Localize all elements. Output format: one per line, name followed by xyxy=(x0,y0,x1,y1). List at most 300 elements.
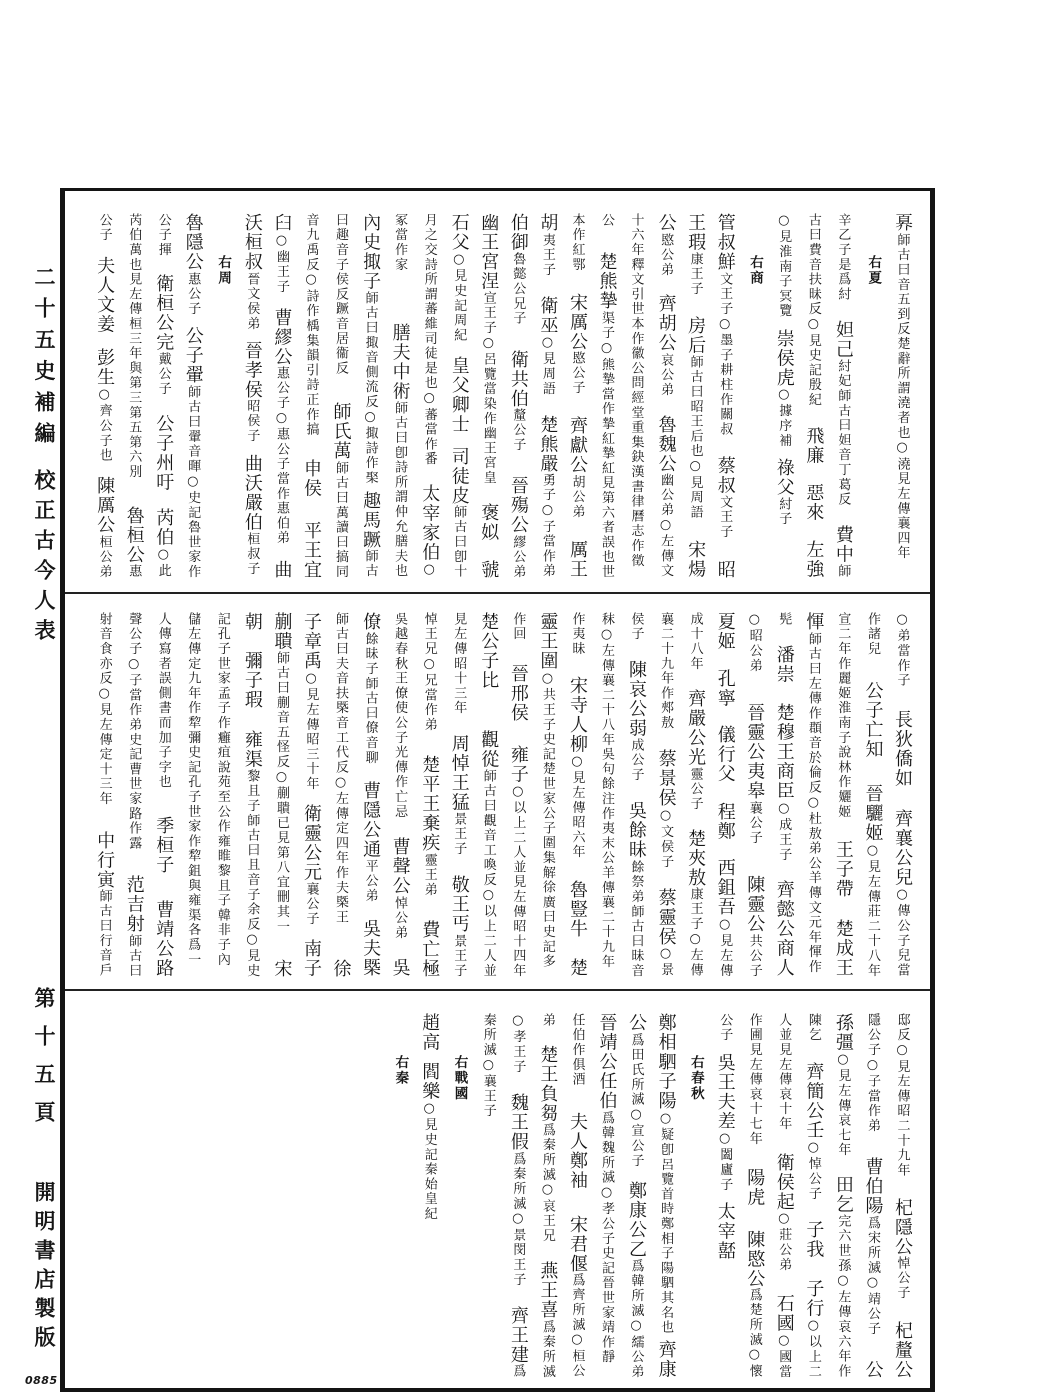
person-name: 吳 xyxy=(389,958,411,978)
annotation: 桓公弟 xyxy=(96,534,112,579)
annotation: 文王子 xyxy=(717,495,733,540)
annotation: ○景 xyxy=(658,946,674,978)
table-column xyxy=(207,612,237,977)
person-entry xyxy=(450,734,468,856)
person-name: 昭 xyxy=(714,559,736,579)
person-entry xyxy=(452,612,465,716)
person-name: 吳王夫差 xyxy=(714,1052,736,1131)
person-name: 齊襄公兒 xyxy=(892,809,913,888)
table-column xyxy=(857,1013,887,1379)
annotation: 師古曰萬讀曰搞同 xyxy=(333,460,349,579)
annotation: ○見左傳 xyxy=(717,916,733,978)
person-name: 褒姒 xyxy=(478,502,500,542)
table-column xyxy=(532,612,562,979)
table-column xyxy=(651,1013,681,1379)
person-entry xyxy=(685,540,707,579)
table-column xyxy=(621,1013,651,1379)
table-column xyxy=(887,1013,917,1379)
person-entry xyxy=(127,612,140,851)
person-name: 陳靈公 xyxy=(744,875,766,934)
person-entry xyxy=(393,612,406,819)
table-column xyxy=(769,1013,799,1379)
table-column xyxy=(296,213,326,579)
annotation: ○見史記周紀 xyxy=(451,252,467,343)
annotation: 晉文侯弟 xyxy=(244,271,260,331)
person-entry xyxy=(334,213,347,376)
person-name: 胡 xyxy=(537,213,559,233)
person-entry xyxy=(423,612,436,732)
person-entry xyxy=(748,1013,761,1146)
person-entry xyxy=(332,402,350,579)
person-entry xyxy=(478,729,500,978)
annotation: 師古曰卽十 xyxy=(451,505,467,579)
person-name: 祿父 xyxy=(773,458,795,498)
table-column xyxy=(769,213,799,537)
person-name: 楚 xyxy=(566,958,588,978)
person-entry xyxy=(775,1294,793,1379)
person-entry xyxy=(423,213,436,467)
annotation: 秣○左傳襄二十八年吳句餘注作夷末公羊傳襄二十九年 xyxy=(599,612,614,970)
person-entry xyxy=(834,919,852,978)
person-entry xyxy=(186,612,199,967)
person-entry xyxy=(803,612,825,974)
annotation: 辛乙子是爲紂 xyxy=(835,213,851,302)
person-entry xyxy=(450,875,468,978)
person-entry xyxy=(657,213,675,277)
annotation: 爲秦所滅○哀王兄 xyxy=(539,1123,555,1244)
person-name: 蔡景侯 xyxy=(655,749,677,808)
person-entry xyxy=(657,1013,675,1335)
person-name: 曹聲公 xyxy=(389,837,411,896)
person-name: 杞隱公 xyxy=(892,1197,913,1257)
person-entry xyxy=(689,612,702,671)
person-name: 朝 xyxy=(241,612,263,632)
annotation: 成公子 xyxy=(628,738,644,783)
annotation: 渠子○熊摯當作摯紅摯紅見第六者誤也世 xyxy=(599,310,614,579)
person-entry xyxy=(685,828,707,978)
person-entry xyxy=(568,293,586,396)
person-entry xyxy=(450,356,468,434)
person-name: 敬王丐 xyxy=(448,875,470,934)
annotation: 愍公弟 xyxy=(658,232,674,277)
person-entry xyxy=(271,559,293,580)
person-name: 惲 xyxy=(803,612,825,632)
table-column xyxy=(414,1013,444,1231)
person-name: 齊胡公 xyxy=(655,294,677,353)
person-entry xyxy=(834,1013,852,1158)
annotation: 月之交詩所謂蕃維司徒是也○蕃當作番 xyxy=(421,213,437,467)
annotation: ○成王子 xyxy=(776,800,792,862)
person-name: 陳愍公 xyxy=(744,1229,766,1289)
person-name: 宋 xyxy=(271,958,293,978)
person-name: 房后 xyxy=(685,316,707,356)
table-column xyxy=(828,1013,858,1379)
annotation: 師 xyxy=(835,564,851,579)
table-column xyxy=(385,612,415,978)
person-name: 芮伯 xyxy=(153,508,175,548)
annotation: 髡 xyxy=(776,612,792,627)
person-entry xyxy=(509,745,527,978)
person-entry xyxy=(685,316,707,521)
table-column xyxy=(148,213,178,579)
annotation: 人並見左傳哀十年 xyxy=(776,1013,792,1132)
person-name: 宋煬 xyxy=(685,540,707,579)
person-entry xyxy=(716,612,734,651)
person-entry xyxy=(685,688,707,812)
person-entry xyxy=(478,502,500,542)
annotation: 吳越春秋王僚使公子光傳作亡忌 xyxy=(392,612,408,820)
table-column xyxy=(798,612,828,984)
person-entry xyxy=(450,447,468,580)
person-entry xyxy=(271,213,293,294)
section-heading: 右秦 xyxy=(392,1055,409,1086)
table-column xyxy=(562,213,592,579)
person-entry xyxy=(803,539,825,579)
person-entry xyxy=(125,506,143,579)
annotation: 景王子 xyxy=(451,933,467,978)
person-name: 趣馬蹶 xyxy=(360,490,382,550)
person-entry xyxy=(896,1013,909,1178)
person-entry xyxy=(360,612,382,765)
person-entry xyxy=(360,490,382,579)
person-entry xyxy=(803,1278,825,1379)
person-name: 申侯 xyxy=(301,459,322,499)
person-entry xyxy=(626,660,648,783)
person-entry xyxy=(777,1013,790,1131)
annotation: ○文侯子 xyxy=(658,807,674,869)
annotation: 師古曰卽詩所謂仲允膳夫也 xyxy=(392,401,408,579)
person-entry xyxy=(834,1175,852,1379)
person-name: 費亡極 xyxy=(419,919,441,978)
table-title: 校正古今人表 xyxy=(32,469,57,649)
person-name: 趙高 xyxy=(419,1013,441,1052)
annotation: ○闔廬子 xyxy=(717,1130,733,1192)
annotation: 爲宋所滅○靖公子 xyxy=(864,1215,880,1336)
table-column xyxy=(444,612,474,978)
person-entry xyxy=(716,456,734,539)
table-column xyxy=(473,213,503,579)
person-entry xyxy=(509,664,527,723)
annotation: 勇子○子當作弟 xyxy=(539,473,555,579)
section-heading: 右周 xyxy=(215,255,232,286)
annotation: 公子 xyxy=(717,1013,733,1043)
person-entry xyxy=(744,1229,766,1379)
person-entry xyxy=(302,804,320,926)
annotation: 紂子 xyxy=(776,497,792,527)
person-name: 蔡靈侯 xyxy=(655,887,677,947)
person-entry xyxy=(598,1013,616,1364)
tier-divider xyxy=(65,989,930,991)
person-entry xyxy=(777,213,790,319)
annotation: 師古曰翬音暉○史記魯世家作 xyxy=(185,384,201,579)
person-entry xyxy=(511,612,524,642)
person-entry xyxy=(568,1215,586,1379)
person-name: 公 xyxy=(655,213,677,233)
annotation: 秦所滅○襄王子 xyxy=(480,1013,496,1119)
person-name: 齊獻公 xyxy=(566,416,588,475)
table-column xyxy=(592,1013,622,1374)
person-name: 子行 xyxy=(803,1278,825,1318)
person-entry xyxy=(450,213,468,343)
person-name: 太宰家伯 xyxy=(419,484,441,563)
person-entry xyxy=(94,347,116,463)
person-name: 夏姬 xyxy=(714,612,736,651)
person-entry xyxy=(243,730,261,978)
person-entry xyxy=(570,1013,583,1087)
person-entry xyxy=(803,482,825,522)
person-name: 伯御 xyxy=(507,213,529,252)
person-entry xyxy=(509,1093,527,1287)
person-entry xyxy=(153,899,175,978)
table-column xyxy=(769,612,799,978)
annotation: ○以上二 xyxy=(805,1317,821,1379)
person-entry xyxy=(862,1359,884,1380)
person-name: 宋君偃 xyxy=(566,1214,588,1274)
annotation: ○共王子史記楚世家公子圍集解徐廣曰史記多 xyxy=(539,670,555,969)
person-name: 孔寧 xyxy=(714,668,736,708)
book-series-title: 二十五史補編 xyxy=(32,266,57,454)
person-name: 幽王宮涅 xyxy=(478,213,500,291)
person-entry xyxy=(153,274,175,397)
person-name: 衛共伯 xyxy=(507,349,529,409)
person-entry xyxy=(509,213,527,326)
annotation: 餘昧子師古曰僚音聊 xyxy=(362,631,378,765)
annotation: 惠公子○惠公子當作惠伯弟 xyxy=(273,366,289,546)
person-entry xyxy=(803,425,825,465)
person-entry xyxy=(302,521,320,580)
table-column xyxy=(887,213,917,570)
person-entry xyxy=(216,612,229,967)
table-column xyxy=(739,612,769,978)
table-column xyxy=(414,213,444,579)
annotation: ○孝王子 xyxy=(510,1013,526,1075)
person-name: 飛廉 xyxy=(803,425,825,465)
person-name: 曲 xyxy=(271,559,293,579)
person-name: 奡 xyxy=(892,213,913,233)
person-name: 平王宜 xyxy=(301,520,322,579)
person-entry xyxy=(893,1321,911,1380)
person-name: 石父 xyxy=(448,213,470,252)
table-column xyxy=(119,612,149,978)
person-entry xyxy=(657,749,675,869)
person-name: 周悼王猛 xyxy=(448,734,470,813)
person-entry xyxy=(302,459,320,498)
annotation: ○據序補 xyxy=(776,387,792,449)
table-column xyxy=(887,612,917,978)
person-entry xyxy=(243,612,261,632)
annotation: 宣二年作麗姬淮南子說林作孋姬 xyxy=(835,612,851,820)
person-name: 曹伯陽 xyxy=(862,1157,884,1216)
annotation: 爲 xyxy=(510,1364,526,1379)
person-name: 太宰嚭 xyxy=(714,1201,736,1261)
person-name: 魏王假 xyxy=(507,1093,529,1152)
person-name: 蒯聵 xyxy=(271,612,293,651)
annotation: 曰趣音子侯反蹶音居衞反 xyxy=(333,213,349,376)
person-entry xyxy=(716,213,734,436)
person-entry xyxy=(866,1013,879,1133)
person-name: 蔡叔 xyxy=(714,456,736,496)
annotation: ○見左傳昭三十年 xyxy=(303,670,319,791)
table-column xyxy=(385,1013,415,1086)
person-entry xyxy=(657,294,675,397)
table-column xyxy=(237,213,267,586)
person-name: 閻樂 xyxy=(419,1062,441,1101)
person-name: 王子帶 xyxy=(832,840,854,899)
person-name: 楚成王 xyxy=(832,919,854,978)
person-name: 晉驪姬 xyxy=(862,784,884,843)
annotation: 邸反○見左傳昭二十九年 xyxy=(894,1013,910,1178)
person-name: 崇侯虎 xyxy=(773,328,795,388)
annotation: 胡公弟 xyxy=(569,474,585,520)
person-name: 石國 xyxy=(773,1293,795,1333)
person-name: 雍子 xyxy=(507,744,529,784)
scan-page-code: 0885 xyxy=(25,1374,58,1387)
table-column xyxy=(503,1013,533,1379)
person-entry xyxy=(568,676,586,860)
person-entry xyxy=(243,213,261,331)
person-entry xyxy=(775,880,793,978)
person-name: 程鄭 xyxy=(714,801,736,841)
person-entry xyxy=(537,414,559,579)
person-entry xyxy=(153,815,175,875)
person-entry xyxy=(834,525,852,579)
annotation: 襄公子 xyxy=(303,881,319,927)
person-entry xyxy=(391,837,409,940)
person-name: 齊簡公壬 xyxy=(803,1061,825,1140)
annotation: 康王子 xyxy=(687,252,703,297)
annotation: 幽公弟○左傳文 xyxy=(658,473,674,579)
table-column xyxy=(562,612,592,978)
table-column xyxy=(592,213,622,579)
person-entry xyxy=(716,1053,734,1192)
annotation: 悼王兄○兄當作弟 xyxy=(421,612,437,733)
annotation: 儲左傳定九年作犂彌史記孔子世家作犂鉏與雍渠各爲一 xyxy=(185,612,201,968)
person-entry xyxy=(94,476,116,579)
person-entry xyxy=(834,840,852,899)
section-heading: 右戰國 xyxy=(451,1055,468,1102)
person-name: 徐 xyxy=(330,958,352,978)
person-entry xyxy=(393,213,406,272)
person-name: 田乞 xyxy=(832,1175,854,1215)
person-name: 魯豎牛 xyxy=(566,879,588,939)
table-column xyxy=(592,612,622,979)
annotation: 公子 xyxy=(96,213,112,243)
annotation: 師古曰掫音側流反○掫詩作棸 xyxy=(362,291,378,486)
annotation: ○以上二人並見左傳昭十四年 xyxy=(510,783,526,978)
person-entry xyxy=(478,213,500,486)
annotation: 靈公子 xyxy=(687,766,703,812)
person-name: 王瑕 xyxy=(685,213,707,252)
person-entry xyxy=(803,1061,825,1202)
table-column xyxy=(532,213,562,579)
person-entry xyxy=(98,612,111,806)
table-column xyxy=(89,213,119,579)
annotation: 師古曰音五到反楚辭所謂澆者也○澆見左傳襄四年 xyxy=(894,232,910,561)
table-column xyxy=(237,612,267,978)
table-column xyxy=(503,213,533,579)
person-entry xyxy=(391,323,409,579)
person-name: 鄭康公乙 xyxy=(626,1180,648,1259)
annotation: 爲韓所滅○繻公弟 xyxy=(628,1258,644,1379)
annotation: 繆公弟 xyxy=(510,534,526,579)
person-entry xyxy=(509,1306,527,1379)
annotation: 爲秦所滅○景閔王子 xyxy=(510,1151,526,1287)
annotation: ○見淮南子冥覽 xyxy=(776,213,792,319)
person-entry xyxy=(893,809,911,978)
table-column xyxy=(798,213,828,579)
person-entry xyxy=(834,320,852,507)
table-column xyxy=(473,1013,503,1129)
annotation: 人傳寫者誤側書而加子字也 xyxy=(155,612,171,790)
annotation: 黎且子師古曰且音子余反○見史 xyxy=(244,768,260,978)
person-name: 公子亡知 xyxy=(862,681,884,760)
table-column xyxy=(651,612,681,978)
person-name: 管叔鮮 xyxy=(714,213,736,272)
annotation: ○傳公子兒當 xyxy=(894,887,910,978)
person-entry xyxy=(716,858,734,978)
person-entry xyxy=(537,612,559,969)
person-name: 彌子瑕 xyxy=(241,651,263,710)
person-name: 中行寅 xyxy=(94,830,116,890)
person-entry xyxy=(862,1157,884,1336)
annotation: 師古曰蒯音五怪反○蒯聵已見第八宜刪其一 xyxy=(273,651,289,935)
person-entry xyxy=(807,1013,820,1043)
person-entry xyxy=(98,213,111,243)
person-entry xyxy=(537,1045,559,1244)
annotation: 宣王子○呂覽當染作幽王宮皇 xyxy=(480,291,496,486)
table-column xyxy=(178,612,208,977)
annotation: 桓叔子 xyxy=(244,531,260,577)
annotation: 共公子 xyxy=(746,933,762,978)
person-name: 晉孝侯 xyxy=(241,340,263,400)
person-name: 楚夾敖 xyxy=(685,828,707,888)
person-entry xyxy=(153,413,175,492)
annotation: 古曰費音扶昧反○見史記殷紀 xyxy=(805,213,821,408)
person-name: 觀從 xyxy=(478,729,500,769)
table-column xyxy=(710,1013,740,1270)
person-entry xyxy=(716,1202,734,1261)
annotation: 戴公子 xyxy=(155,352,171,397)
person-name: 雍渠 xyxy=(241,729,263,769)
table-column xyxy=(266,612,296,978)
person-entry xyxy=(866,612,879,656)
annotation: 見左傳昭十三年 xyxy=(451,612,467,716)
annotation: 爲田氏所滅○宣公子 xyxy=(628,1032,644,1168)
annotation: 爲韓魏所滅○孝公子史記晉世家靖作靜 xyxy=(599,1110,614,1365)
person-entry xyxy=(568,880,586,939)
person-entry xyxy=(419,755,441,897)
person-entry xyxy=(419,1013,441,1052)
annotation: 文王子○墨子耕柱作關叔 xyxy=(717,271,733,437)
person-entry xyxy=(302,612,320,791)
table-column xyxy=(414,612,444,978)
person-name: 公子翬 xyxy=(182,326,204,385)
person-entry xyxy=(893,710,911,788)
person-entry xyxy=(775,1153,793,1273)
annotation: ○見左傳莊二十八年 xyxy=(864,842,880,978)
person-name: 范吉射 xyxy=(123,875,145,934)
table-column xyxy=(89,612,119,978)
person-entry xyxy=(744,875,766,978)
person-name: 師氏萬 xyxy=(330,402,352,461)
person-name: 齊嚴公光 xyxy=(685,688,707,767)
annotation: 夷王子 xyxy=(539,232,555,277)
annotation: 靈王弟 xyxy=(421,852,437,897)
table-column xyxy=(444,1013,474,1102)
person-entry xyxy=(332,959,350,979)
annotation: 任伯作俱酒 xyxy=(569,1013,585,1087)
person-entry xyxy=(862,681,884,760)
